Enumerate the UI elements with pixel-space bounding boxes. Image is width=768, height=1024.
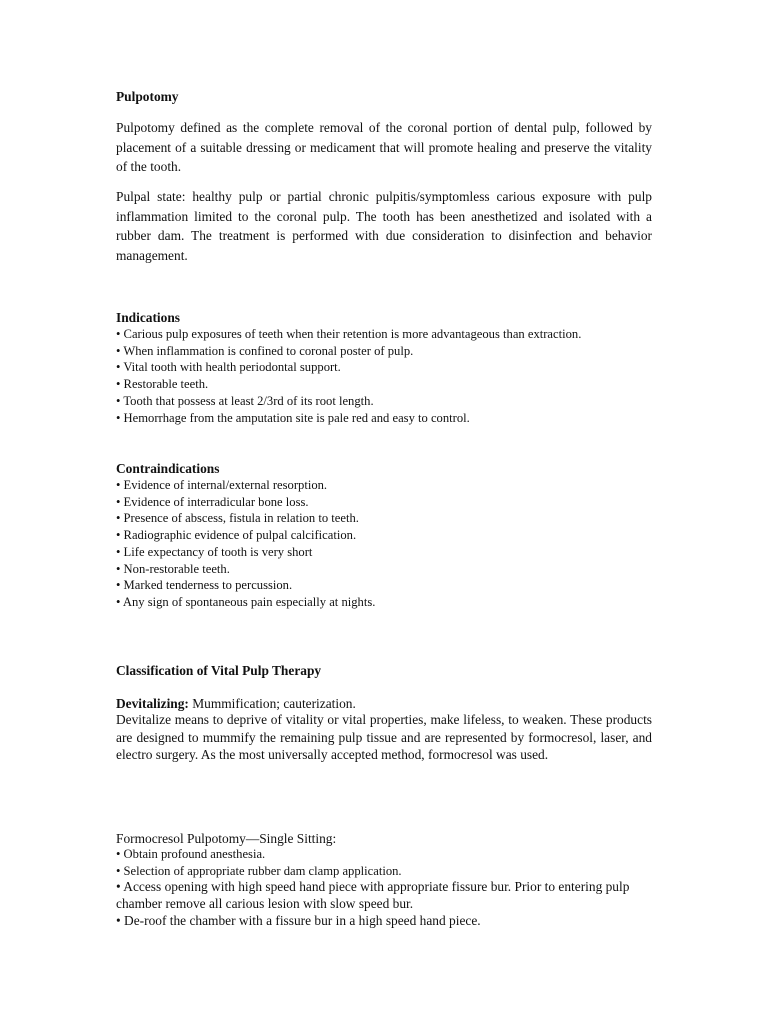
- pulpotomy-heading: Pulpotomy: [116, 89, 179, 104]
- formocresol-steps-list: [116, 846, 652, 930]
- devitalize-paragraph: Devitalize means to deprive of vitality or vital properties, make lifeless, to weaken. These products are designed to mummify the remaining pulp tissue and are represented by formocresol, laser, and electro surgery. As the most universally accepted method, formocresol was used.: [116, 712, 652, 762]
- list-item: • Hemorrhage from the amputation site is pale red and easy to control.: [116, 410, 470, 425]
- list-item: • Restorable teeth.: [116, 377, 209, 392]
- list-item: • Vital tooth with health periodontal support.: [116, 360, 341, 375]
- list-item: • Any sign of spontaneous pain especially at nights.: [116, 594, 376, 609]
- list-item: • Marked tenderness to percussion.: [116, 578, 293, 593]
- list-item: • Life expectancy of tooth is very short: [116, 544, 313, 559]
- list-item: • Carious pulp exposures of teeth when their retention is more advantageous than extraction.: [116, 327, 582, 341]
- indications-list: [116, 326, 652, 426]
- indications-heading: Indications: [116, 310, 180, 325]
- contraindications-list: [116, 477, 652, 611]
- formocresol-heading: Formocresol Pulpotomy—Single Sitting:: [116, 831, 337, 846]
- list-item: • Access opening with high speed hand piece with appropriate fissure bur. Prior to entering pulp chamber remove all carious lesion with slow speed bur.: [116, 879, 630, 912]
- pulpotomy-definition: Pulpotomy defined as the complete removal of the coronal portion of dental pulp, followed by placement of a suitable dressing or medicament that will promote healing and preserve the vitality of the tooth.: [116, 120, 652, 175]
- list-item: • When inflammation is confined to coronal poster of pulp.: [116, 343, 414, 358]
- list-item: • Selection of appropriate rubber dam clamp application.: [116, 863, 402, 878]
- classification-heading: Classification of Vital Pulp Therapy: [116, 663, 322, 678]
- list-item: • De-roof the chamber with a fissure bur in a high speed hand piece.: [116, 912, 481, 928]
- pulpal-state-paragraph: Pulpal state: healthy pulp or partial chronic pulpitis/symptomless carious exposure with pulp inflammation limited to the coronal pulp. The tooth has been anesthetized and isolated with a rubber dam. The treatment is performed with due consideration to disinfection and behavior management.: [116, 189, 652, 263]
- devitalizing-value: Mummification; cauterization.: [188, 696, 356, 711]
- list-item: • Presence of abscess, fistula in relation to teeth.: [116, 511, 359, 526]
- list-item: • Non-restorable teeth.: [116, 561, 230, 576]
- list-item: • Obtain profound anesthesia.: [116, 847, 266, 861]
- contraindications-heading: Contraindications: [116, 461, 220, 476]
- list-item: • Radiographic evidence of pulpal calcification.: [116, 528, 357, 543]
- devitalizing-label: Devitalizing:: [116, 696, 189, 711]
- devitalizing-line: [116, 695, 652, 712]
- list-item: • Evidence of internal/external resorption.: [116, 478, 328, 492]
- list-item: • Evidence of interradicular bone loss.: [116, 494, 309, 509]
- list-item: • Tooth that possess at least 2/3rd of its root length.: [116, 393, 374, 408]
